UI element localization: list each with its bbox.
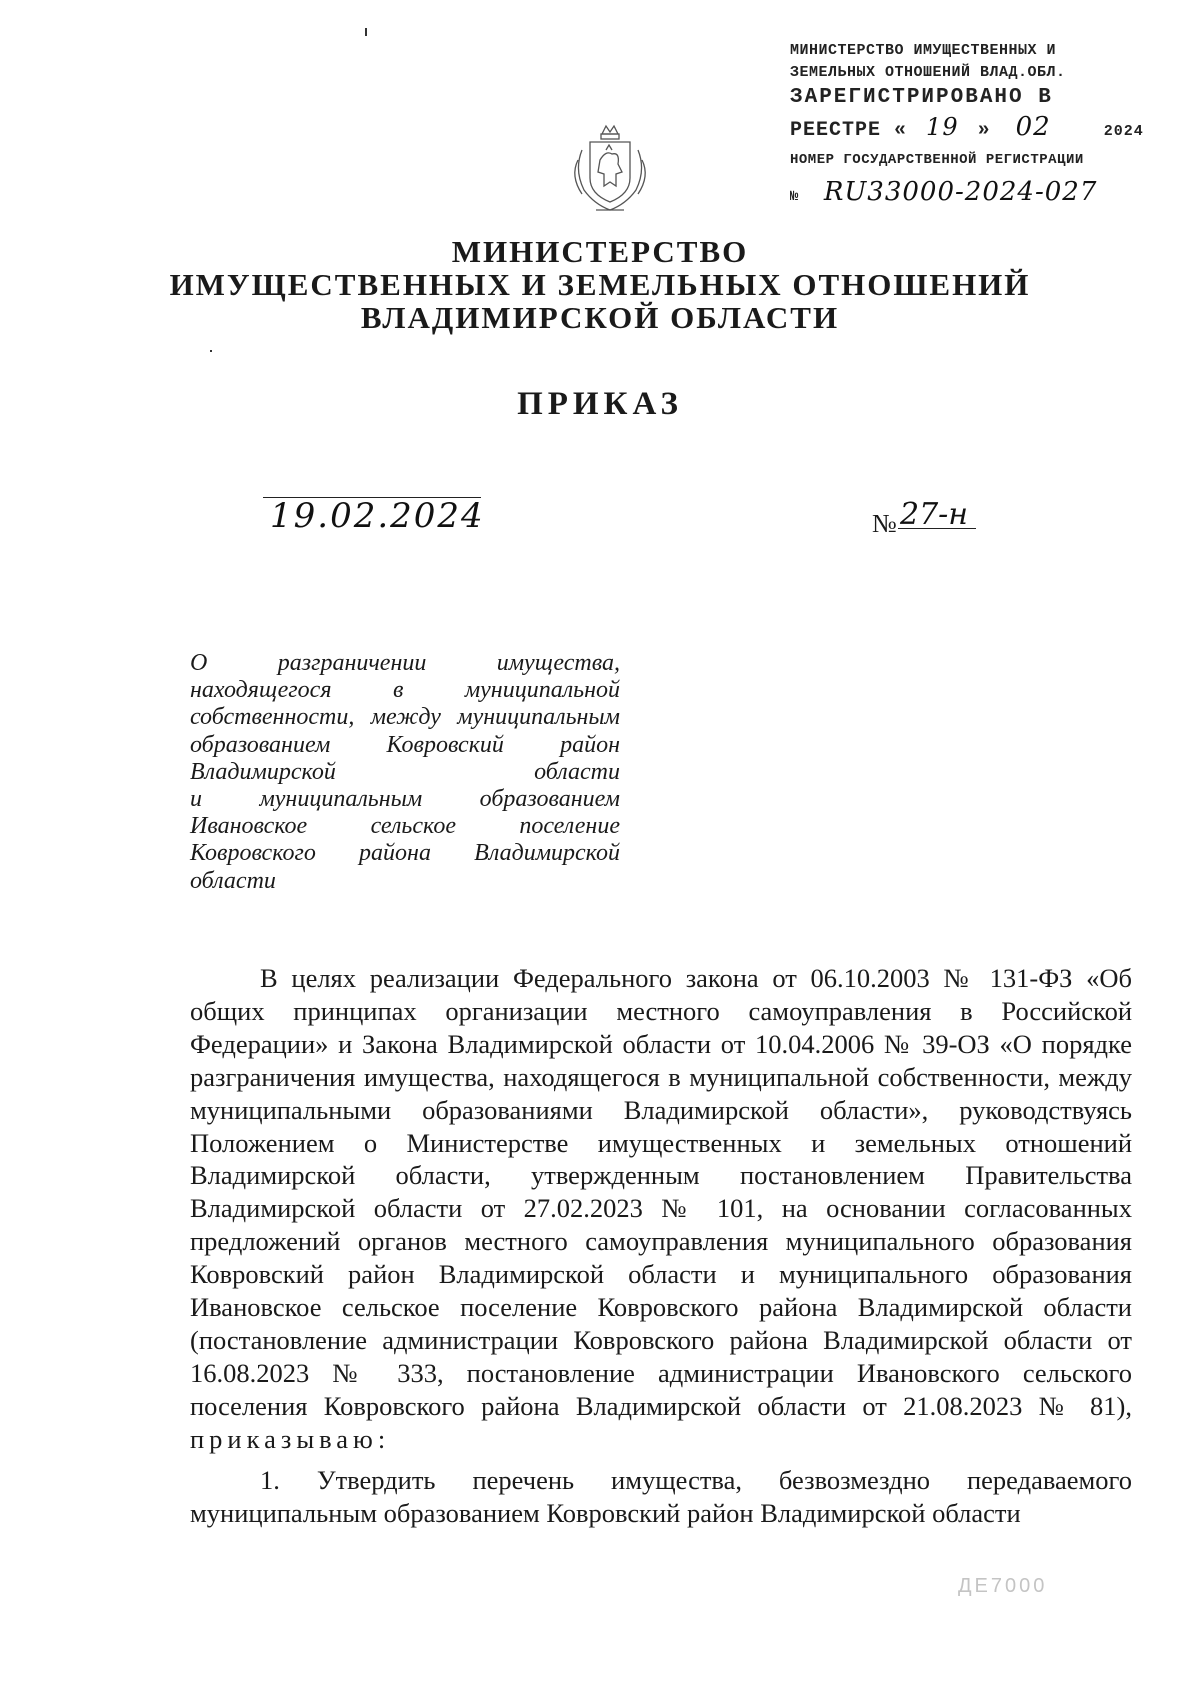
subject-line: находящегося в муниципальной bbox=[190, 677, 620, 704]
order-number: 27-н bbox=[900, 497, 969, 532]
ministry-name-line-1: МИНИСТЕРСТВО bbox=[451, 234, 749, 269]
stamp-registry-month: 02 bbox=[1015, 112, 1051, 142]
subject-line: образованием Ковровский район bbox=[190, 731, 620, 758]
subject-line: Ивановское сельское поселение bbox=[190, 813, 620, 840]
stamp-registration-number: RU33000-2024-027 bbox=[823, 177, 1098, 207]
item-1-paragraph: 1. Утвердить перечень имущества, безвозмездно передаваемого муниципальным образованием Ковровский район Владимирской области bbox=[190, 1464, 1132, 1528]
order-word: приказываю: bbox=[190, 1423, 391, 1454]
order-subject bbox=[190, 650, 620, 895]
scan-speck bbox=[365, 28, 367, 36]
order-body bbox=[190, 962, 1132, 1529]
stamp-line-4 bbox=[790, 112, 1144, 142]
subject-line: и муниципальным образованием bbox=[190, 786, 620, 813]
stamp-line-6 bbox=[790, 177, 1097, 207]
preamble-paragraph bbox=[190, 962, 1132, 1456]
order-date: 19.02.2024 bbox=[270, 496, 485, 536]
subject-line: Владимирской области bbox=[190, 758, 620, 785]
stamp-line-5: НОМЕР ГОСУДАРСТВЕННОЙ РЕГИСТРАЦИИ bbox=[790, 152, 1084, 168]
stamp-number-sign: № bbox=[790, 189, 799, 205]
stamp-line-2: ЗЕМЕЛЬНЫХ ОТНОШЕНИЙ ВЛАД.ОБЛ. bbox=[790, 64, 1066, 81]
stamp-registry-prefix: РЕЕСТРЕ « bbox=[790, 119, 908, 142]
stamp-line-1: МИНИСТЕРСТВО ИМУЩЕСТВЕННЫХ И bbox=[790, 42, 1057, 59]
stamp-registry-mid: » bbox=[977, 119, 991, 142]
coat-of-arms-icon bbox=[560, 120, 660, 220]
subject-line: Ковровского района Владимирской bbox=[190, 840, 620, 867]
subject-line: собственности, между муниципальным bbox=[190, 704, 620, 731]
subject-line: области bbox=[190, 867, 276, 894]
ministry-name-line-3: ВЛАДИМИРСКОЙ ОБЛАСТИ bbox=[360, 300, 840, 335]
stamp-registry-day: 19 bbox=[926, 113, 959, 141]
ministry-name-line-2: ИМУЩЕСТВЕННЫХ И ЗЕМЕЛЬНЫХ ОТНОШЕНИЙ bbox=[169, 267, 1031, 302]
stamp-registry-year: 2024 bbox=[1103, 123, 1144, 140]
subject-line: О разграничении имущества, bbox=[190, 650, 620, 676]
preamble-text: В целях реализации Федерального закона от 06.10.2003 № 131-ФЗ «Об общих принципах организации местного самоуправления в Российской Федерации» и Закона Владимирской области от 10.04.2006 № 39-ОЗ «О порядке разграничения имущества, находящегося в муниципальной собственности, между муниципальными образованиями Владимирской области», руководствуясь Положением о Министерстве имущественных и земельных отношений Владимирской области, утвержденным постановлением Правительства Владимирской области от 27.02.2023 № 101, на основании согласованных предложений органов местного самоуправления муниципального образования Ковровский район Владимирской области и муниципального образования Ивановское сельское поселение Ковровского района Владимирской области (постановление администрации Ковровского района Владимирской области от 16.08.2023 № 333, постановление администрации Ивановского сельского поселения Ковровского района Владимирской области от 21.08.2023 № 81), bbox=[190, 963, 1132, 1421]
faint-serial-mark: ДЕ7000 bbox=[958, 1575, 1048, 1597]
order-number-sign: № bbox=[872, 509, 897, 538]
document-type-title: ПРИКАЗ bbox=[517, 386, 683, 422]
scan-speck bbox=[210, 350, 212, 352]
stamp-line-3: ЗАРЕГИСТРИРОВАНО В bbox=[790, 86, 1053, 109]
